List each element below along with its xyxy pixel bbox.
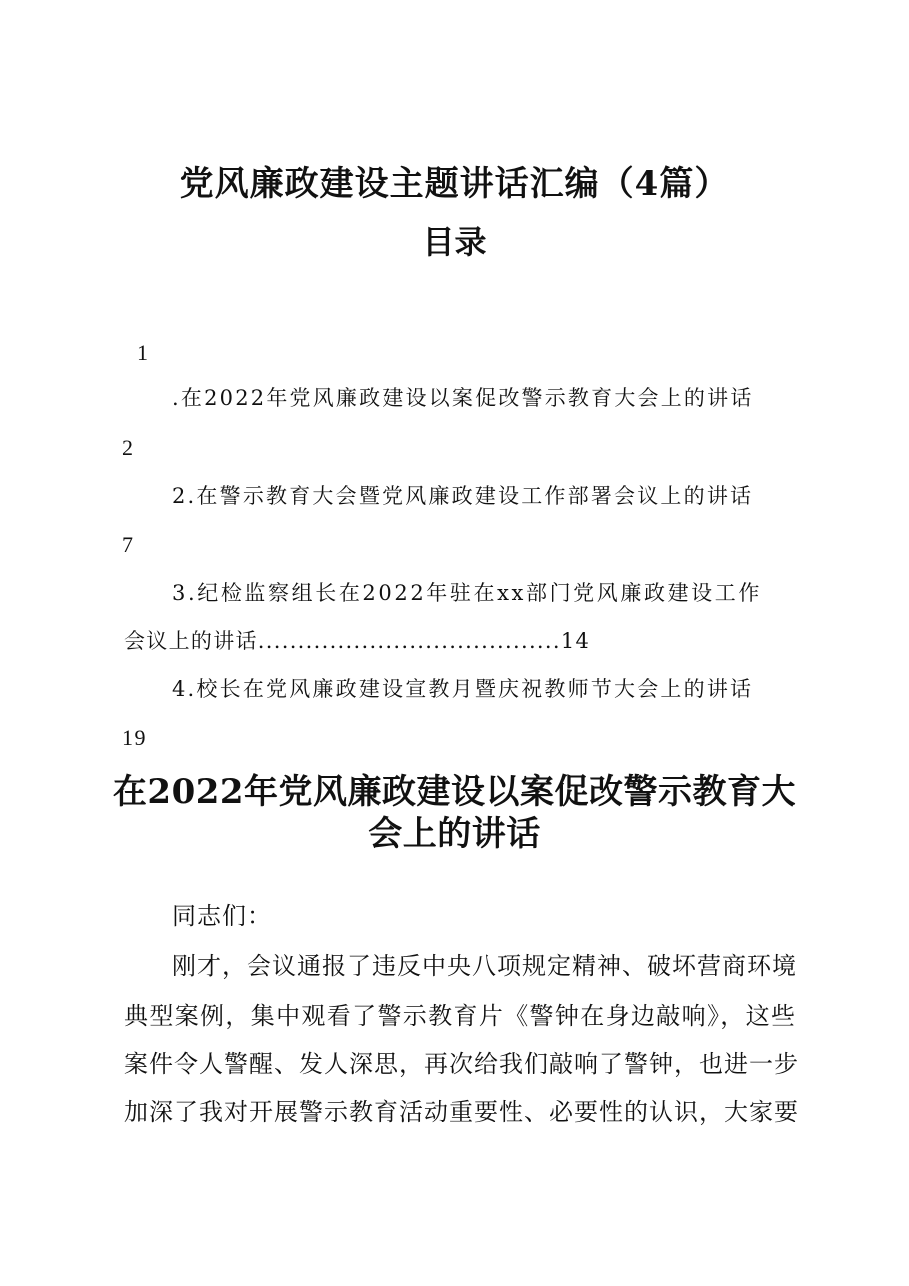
toc-entry-3[interactable]: 3.纪检监察组长在2022年驻在xx部门党风廉政建设工作 xyxy=(172,581,762,605)
toc-page-number: 1 xyxy=(137,340,150,365)
toc-entry-1[interactable]: .在2022年党风廉政建设以案促改警示教育大会上的讲话 xyxy=(172,386,754,410)
paragraph-line: 案件令人警醒、发人深思，再次给我们敲响了警钟，也进一步 xyxy=(124,1050,799,1078)
paragraph-line: 典型案例，集中观看了警示教育片《警钟在身边敲响》，这些 xyxy=(124,1002,796,1030)
paragraph-line: 刚才，会议通报了违反中央八项规定精神、破坏营商环境 xyxy=(172,952,797,980)
toc-entry-4[interactable]: 4.校长在党风廉政建设宣教月暨庆祝教师节大会上的讲话 xyxy=(172,677,754,701)
toc-entry-3-continued[interactable]: 会议上的讲话......................................14 xyxy=(124,629,591,653)
section-title-line-2: 会上的讲话 xyxy=(368,814,541,854)
document-title: 党风廉政建设主题讲话汇编（4篇） xyxy=(179,164,730,204)
toc-page-number: 7 xyxy=(122,532,135,557)
toc-page-number: 2 xyxy=(122,435,135,460)
toc-heading: 目录 xyxy=(422,223,487,261)
paragraph-line: 加深了我对开展警示教育活动重要性、必要性的认识，大家要 xyxy=(124,1098,799,1126)
section-title-line-1: 在2022年党风廉政建设以案促改警示教育大 xyxy=(112,772,797,812)
greeting: 同志们： xyxy=(172,902,272,930)
toc-entry-2[interactable]: 2.在警示教育大会暨党风廉政建设工作部署会议上的讲话 xyxy=(172,484,754,508)
toc-page-number: 19 xyxy=(122,725,147,750)
